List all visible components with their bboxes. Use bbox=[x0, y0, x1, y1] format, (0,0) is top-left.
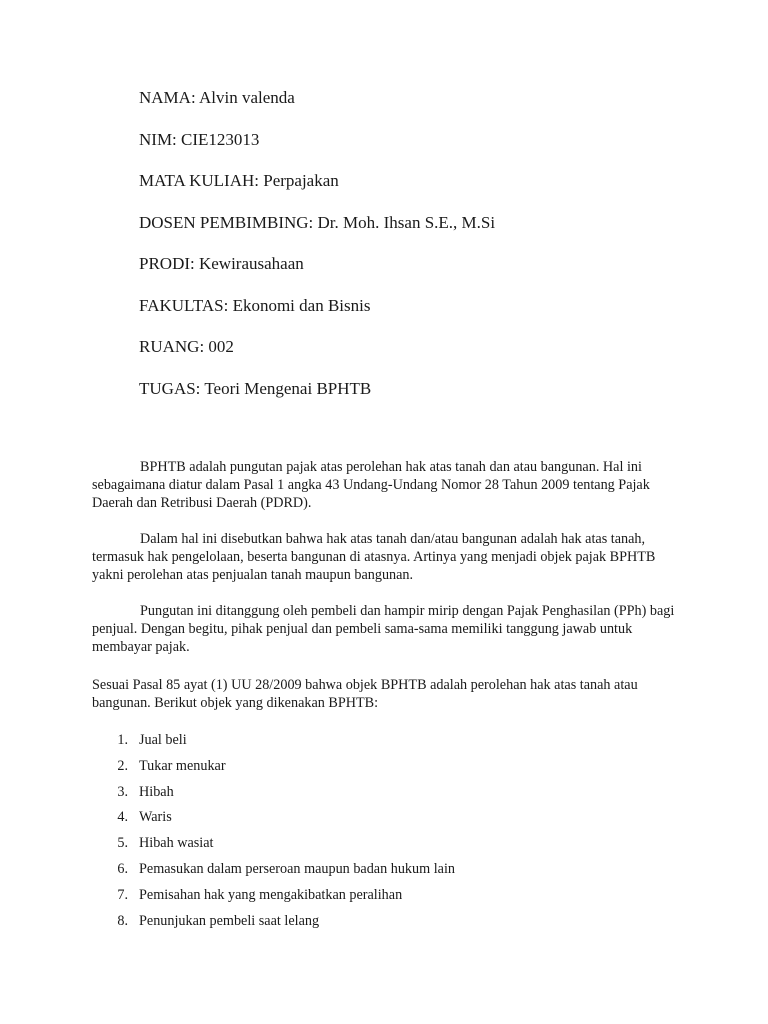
list-number: 6. bbox=[117, 861, 128, 877]
field-nama: NAMA: Alvin valenda bbox=[139, 88, 295, 107]
list-number: 1. bbox=[117, 732, 128, 748]
list-text: Pemasukan dalam perseroan maupun badan hukum lain bbox=[139, 861, 455, 877]
list-text: Hibah wasiat bbox=[139, 835, 214, 851]
list-text: Hibah bbox=[139, 784, 174, 800]
list-number: 5. bbox=[117, 835, 128, 851]
list-text: Jual beli bbox=[139, 732, 187, 748]
paragraph-objek-bphtb: Sesuai Pasal 85 ayat (1) UU 28/2009 bahwa objek BPHTB adalah perolehan hak atas tanah atau bangunan. Berikut objek yang dikenakan BPHTB: bbox=[92, 677, 638, 711]
field-tugas: TUGAS: Teori Mengenai BPHTB bbox=[139, 379, 372, 398]
list-number: 4. bbox=[117, 809, 128, 825]
paragraph-pungutan: Pungutan ini ditanggung oleh pembeli dan hampir mirip dengan Pajak Penghasilan (PPh) bagi penjual. Dengan begitu, pihak penjual dan pembeli sama-sama memiliki tanggung jawab untuk membayar pajak. bbox=[92, 603, 675, 655]
paragraph-definition: BPHTB adalah pungutan pajak atas perolehan hak atas tanah dan atau bangunan. Hal ini sebagaimana diatur dalam Pasal 1 angka 43 Undang-Undang Nomor 28 Tahun 2009 tentang Pajak Daerah dan Retribusi Daerah (PDRD). bbox=[92, 459, 650, 511]
field-prodi: PRODI: Kewirausahaan bbox=[139, 254, 304, 273]
list-number: 8. bbox=[117, 913, 128, 929]
list-number: 7. bbox=[117, 887, 128, 903]
list-text: Pemisahan hak yang mengakibatkan peralihan bbox=[139, 887, 403, 903]
list-text: Waris bbox=[139, 809, 172, 825]
field-fakultas: FAKULTAS: Ekonomi dan Bisnis bbox=[139, 296, 371, 315]
field-ruang: RUANG: 002 bbox=[139, 337, 234, 356]
field-mata-kuliah: MATA KULIAH: Perpajakan bbox=[139, 171, 339, 190]
list-number: 2. bbox=[117, 758, 128, 774]
field-nim: NIM: CIE123013 bbox=[139, 130, 260, 149]
list-text: Penunjukan pembeli saat lelang bbox=[139, 913, 320, 929]
field-dosen-pembimbing: DOSEN PEMBIMBING: Dr. Moh. Ihsan S.E., M.Si bbox=[139, 213, 496, 232]
list-text: Tukar menukar bbox=[139, 758, 226, 774]
list-number: 3. bbox=[117, 784, 128, 800]
paragraph-hak-atas-tanah: Dalam hal ini disebutkan bahwa hak atas tanah dan/atau bangunan adalah hak atas tanah, termasuk hak pengelolaan, beserta bangunan di atasnya. Artinya yang menjadi objek pajak BPHTB yakni perolehan atas penjualan tanah maupun bangunan. bbox=[92, 531, 656, 583]
